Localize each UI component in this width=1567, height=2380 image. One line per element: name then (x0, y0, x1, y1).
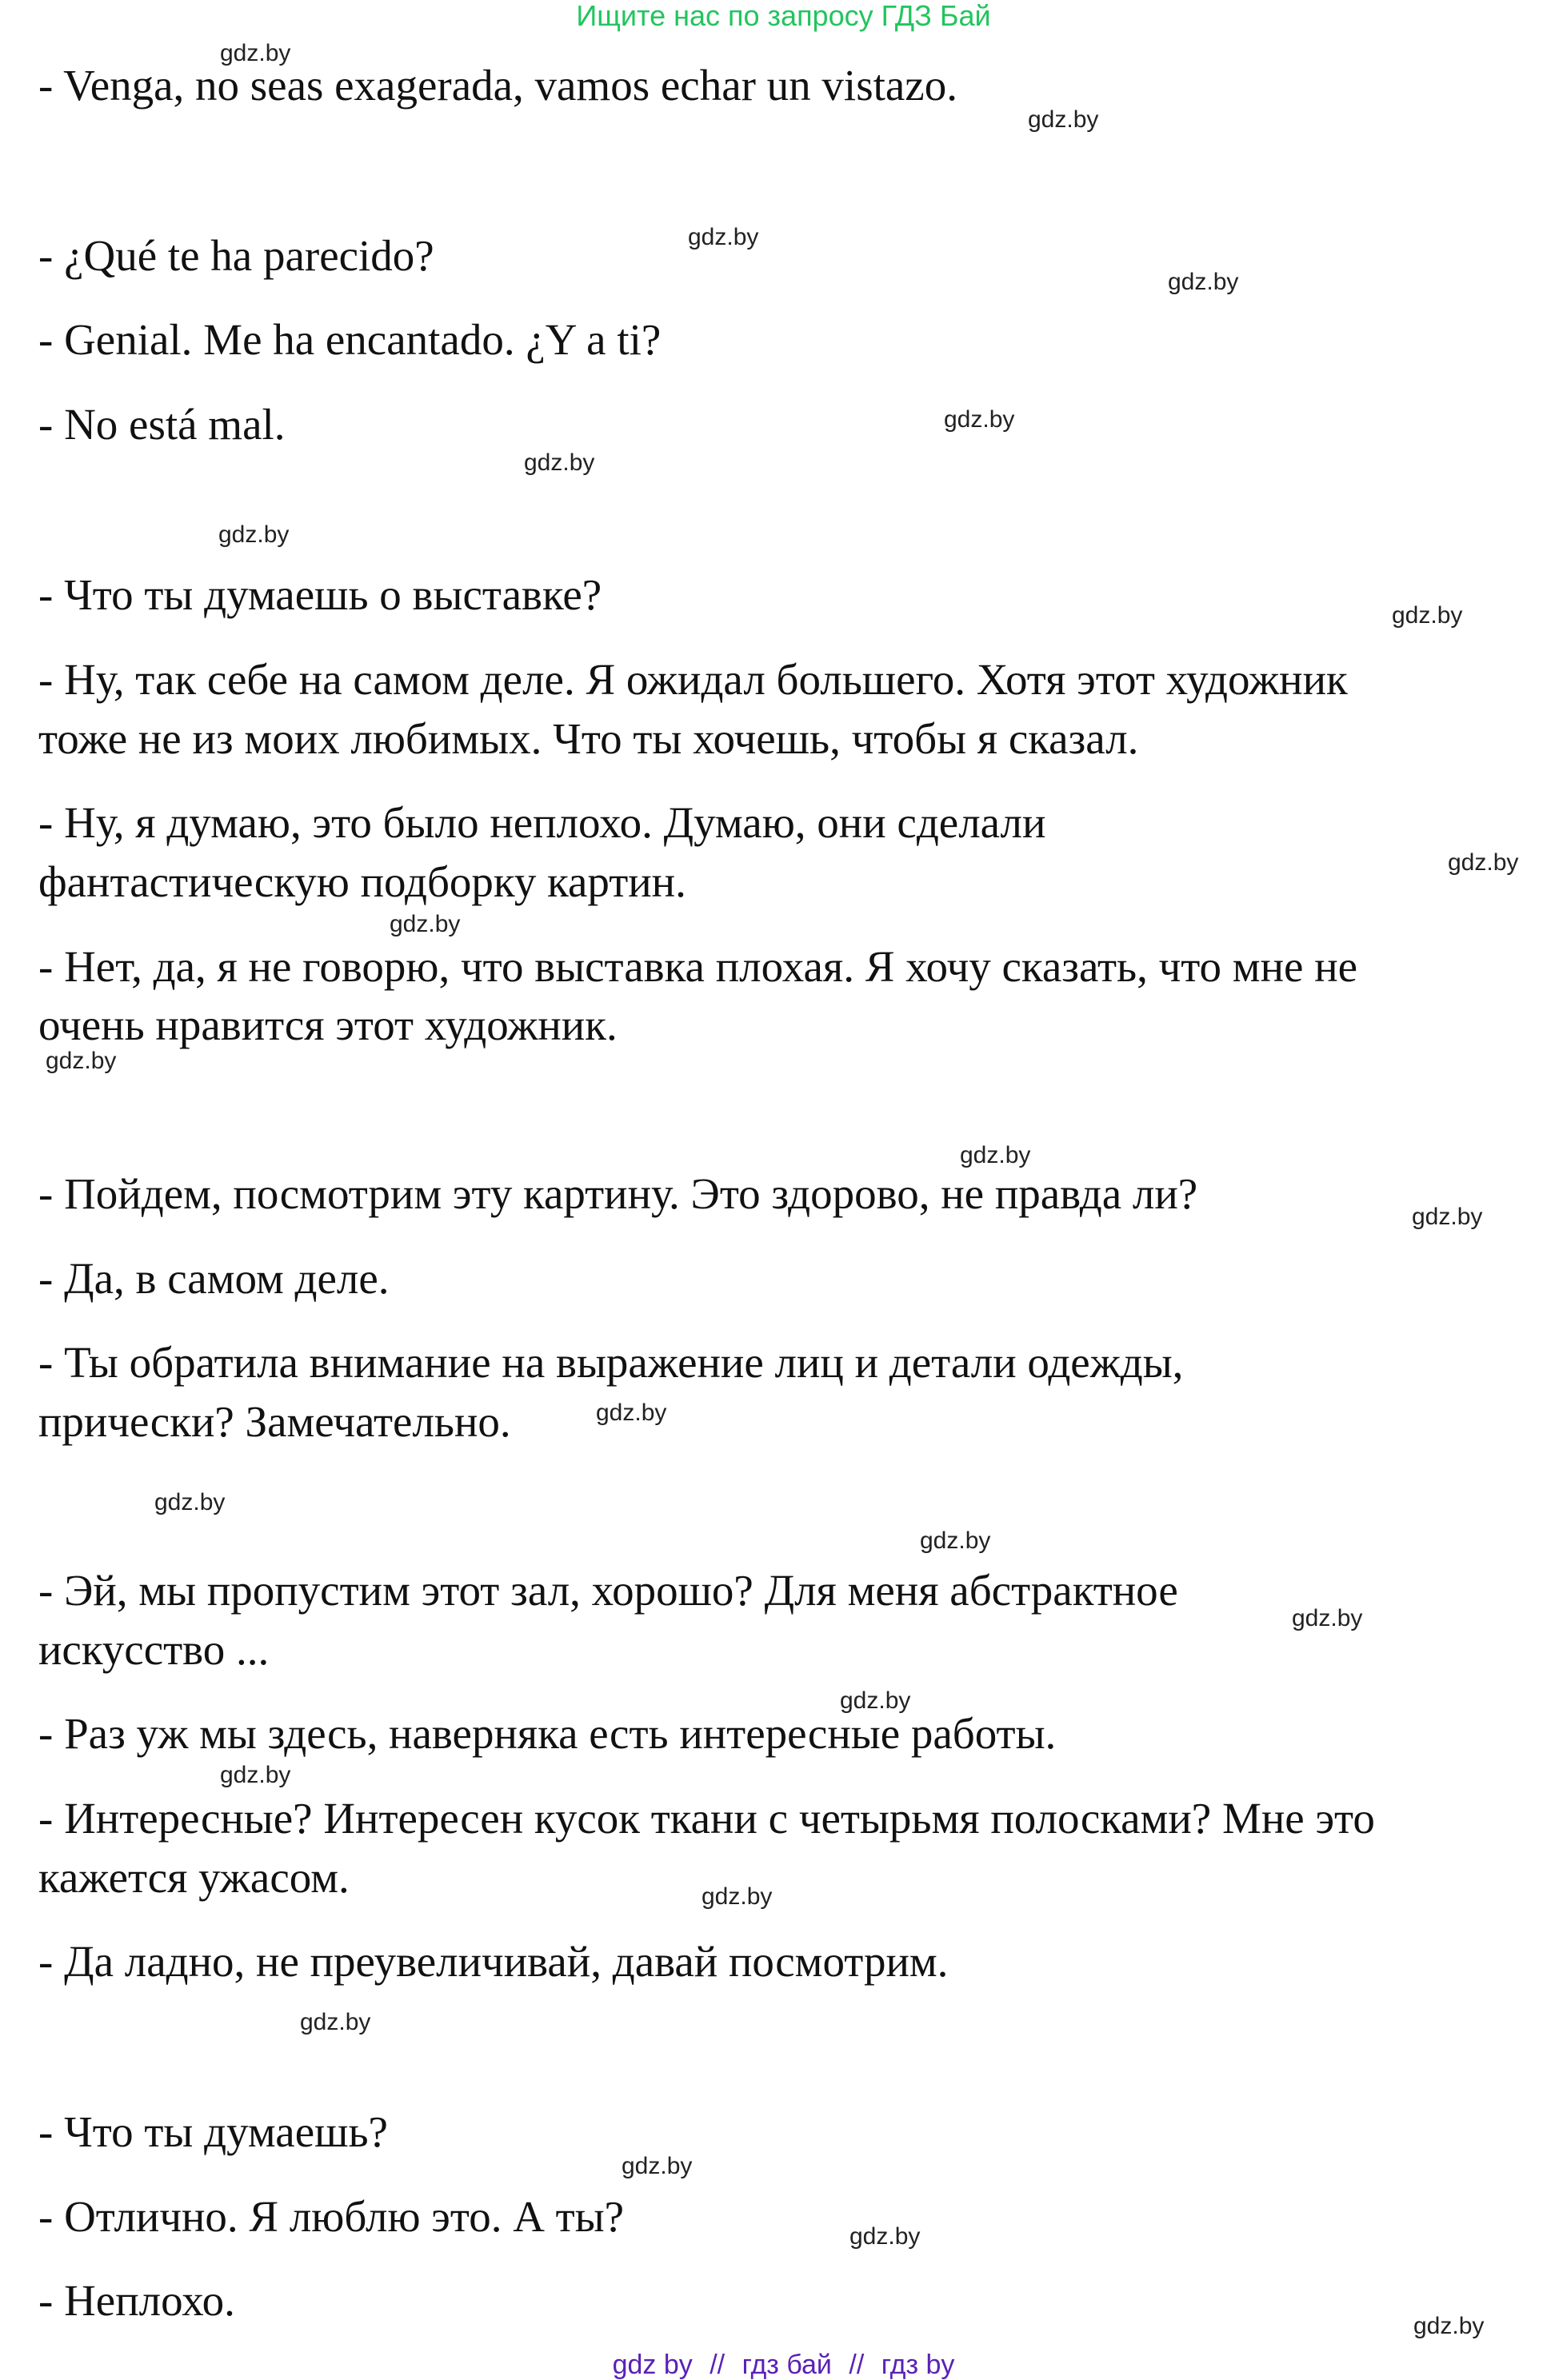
dialogue-line: очень нравится этот художник. (38, 1000, 618, 1049)
footer-separator: // (710, 2350, 726, 2380)
footer-link-gdz-bai[interactable]: гдз бай (742, 2350, 832, 2380)
watermark: gdz.by (1392, 602, 1463, 629)
dialogue-line: - No está mal. (38, 400, 286, 449)
watermark: gdz.by (622, 2153, 693, 2179)
footer-separator: // (849, 2350, 865, 2380)
dialogue-line: фантастическую подборку картин. (38, 857, 686, 906)
dialogue-line: - Отлично. Я люблю это. А ты? (38, 2192, 625, 2241)
watermark: gdz.by (300, 2009, 371, 2035)
dialogue-line: - Пойдем, посмотрим эту картину. Это здорово, не правда ли? (38, 1169, 1198, 1218)
dialogue-line: искусство ... (38, 1625, 270, 1674)
dialogue-line: - Venga, no seas exagerada, vamos echar un vistazo. (38, 61, 957, 110)
footer-link-gdz-by[interactable]: gdz by (612, 2350, 693, 2380)
watermark: gdz.by (218, 521, 290, 548)
dialogue-line: - ¿Qué te ha parecido? (38, 231, 434, 280)
watermark: gdz.by (1292, 1605, 1363, 1631)
watermark: gdz.by (390, 911, 461, 937)
dialogue-line: - Раз уж мы здесь, наверняка есть интересные работы. (38, 1709, 1057, 1758)
watermark: gdz.by (1413, 2313, 1485, 2339)
dialogue-line: - Да ладно, не преувеличивай, давай посмотрим. (38, 1937, 949, 1986)
dialogue-line: - Нет, да, я не говорю, что выставка плохая. Я хочу сказать, что мне не (38, 942, 1358, 991)
watermark: gdz.by (840, 1687, 911, 1714)
watermark: gdz.by (220, 40, 291, 66)
watermark: gdz.by (1412, 1204, 1483, 1230)
dialogue-line: кажется ужасом. (38, 1853, 350, 1902)
dialogue-line: - Ты обратила внимание на выражение лиц и детали одежды, (38, 1338, 1184, 1387)
watermark: gdz.by (849, 2223, 921, 2250)
dialogue-line: - Ну, я думаю, это было неплохо. Думаю, они сделали (38, 798, 1046, 847)
dialogue-line: прически? Замечательно. (38, 1397, 511, 1446)
watermark: gdz.by (920, 1527, 991, 1554)
watermark: gdz.by (1448, 849, 1519, 876)
header-search-link[interactable]: Ищите нас по запросу ГДЗ Бай (576, 0, 991, 32)
watermark: gdz.by (702, 1883, 773, 1910)
watermark: gdz.by (220, 1762, 291, 1788)
watermark: gdz.by (46, 1048, 117, 1074)
watermark: gdz.by (944, 406, 1015, 433)
watermark: gdz.by (1168, 269, 1239, 295)
footer-link-gdz-by-cyr[interactable]: гдз by (881, 2350, 955, 2380)
watermark: gdz.by (688, 224, 759, 250)
dialogue-line: - Genial. Me ha encantado. ¿Y a ti? (38, 315, 662, 364)
dialogue-line: тоже не из моих любимых. Что ты хочешь, чтобы я сказал. (38, 714, 1139, 763)
dialogue-line: - Неплохо. (38, 2276, 235, 2325)
dialogue-line: - Что ты думаешь? (38, 2107, 388, 2156)
watermark: gdz.by (154, 1489, 226, 1515)
watermark: gdz.by (960, 1142, 1031, 1168)
dialogue-line: - Эй, мы пропустим этот зал, хорошо? Для меня абстрактное (38, 1566, 1178, 1615)
watermark: gdz.by (596, 1400, 667, 1426)
watermark: gdz.by (524, 449, 595, 476)
dialogue-line: - Да, в самом деле. (38, 1254, 390, 1303)
dialogue-line: - Интересные? Интересен кусок ткани с четырьмя полосками? Мне это (38, 1794, 1375, 1843)
watermark: gdz.by (1028, 106, 1099, 133)
dialogue-line: - Ну, так себе на самом деле. Я ожидал большего. Хотя этот художник (38, 655, 1348, 704)
footer-links (0, 2350, 1567, 2380)
dialogue-line: - Что ты думаешь о выставке? (38, 570, 602, 619)
